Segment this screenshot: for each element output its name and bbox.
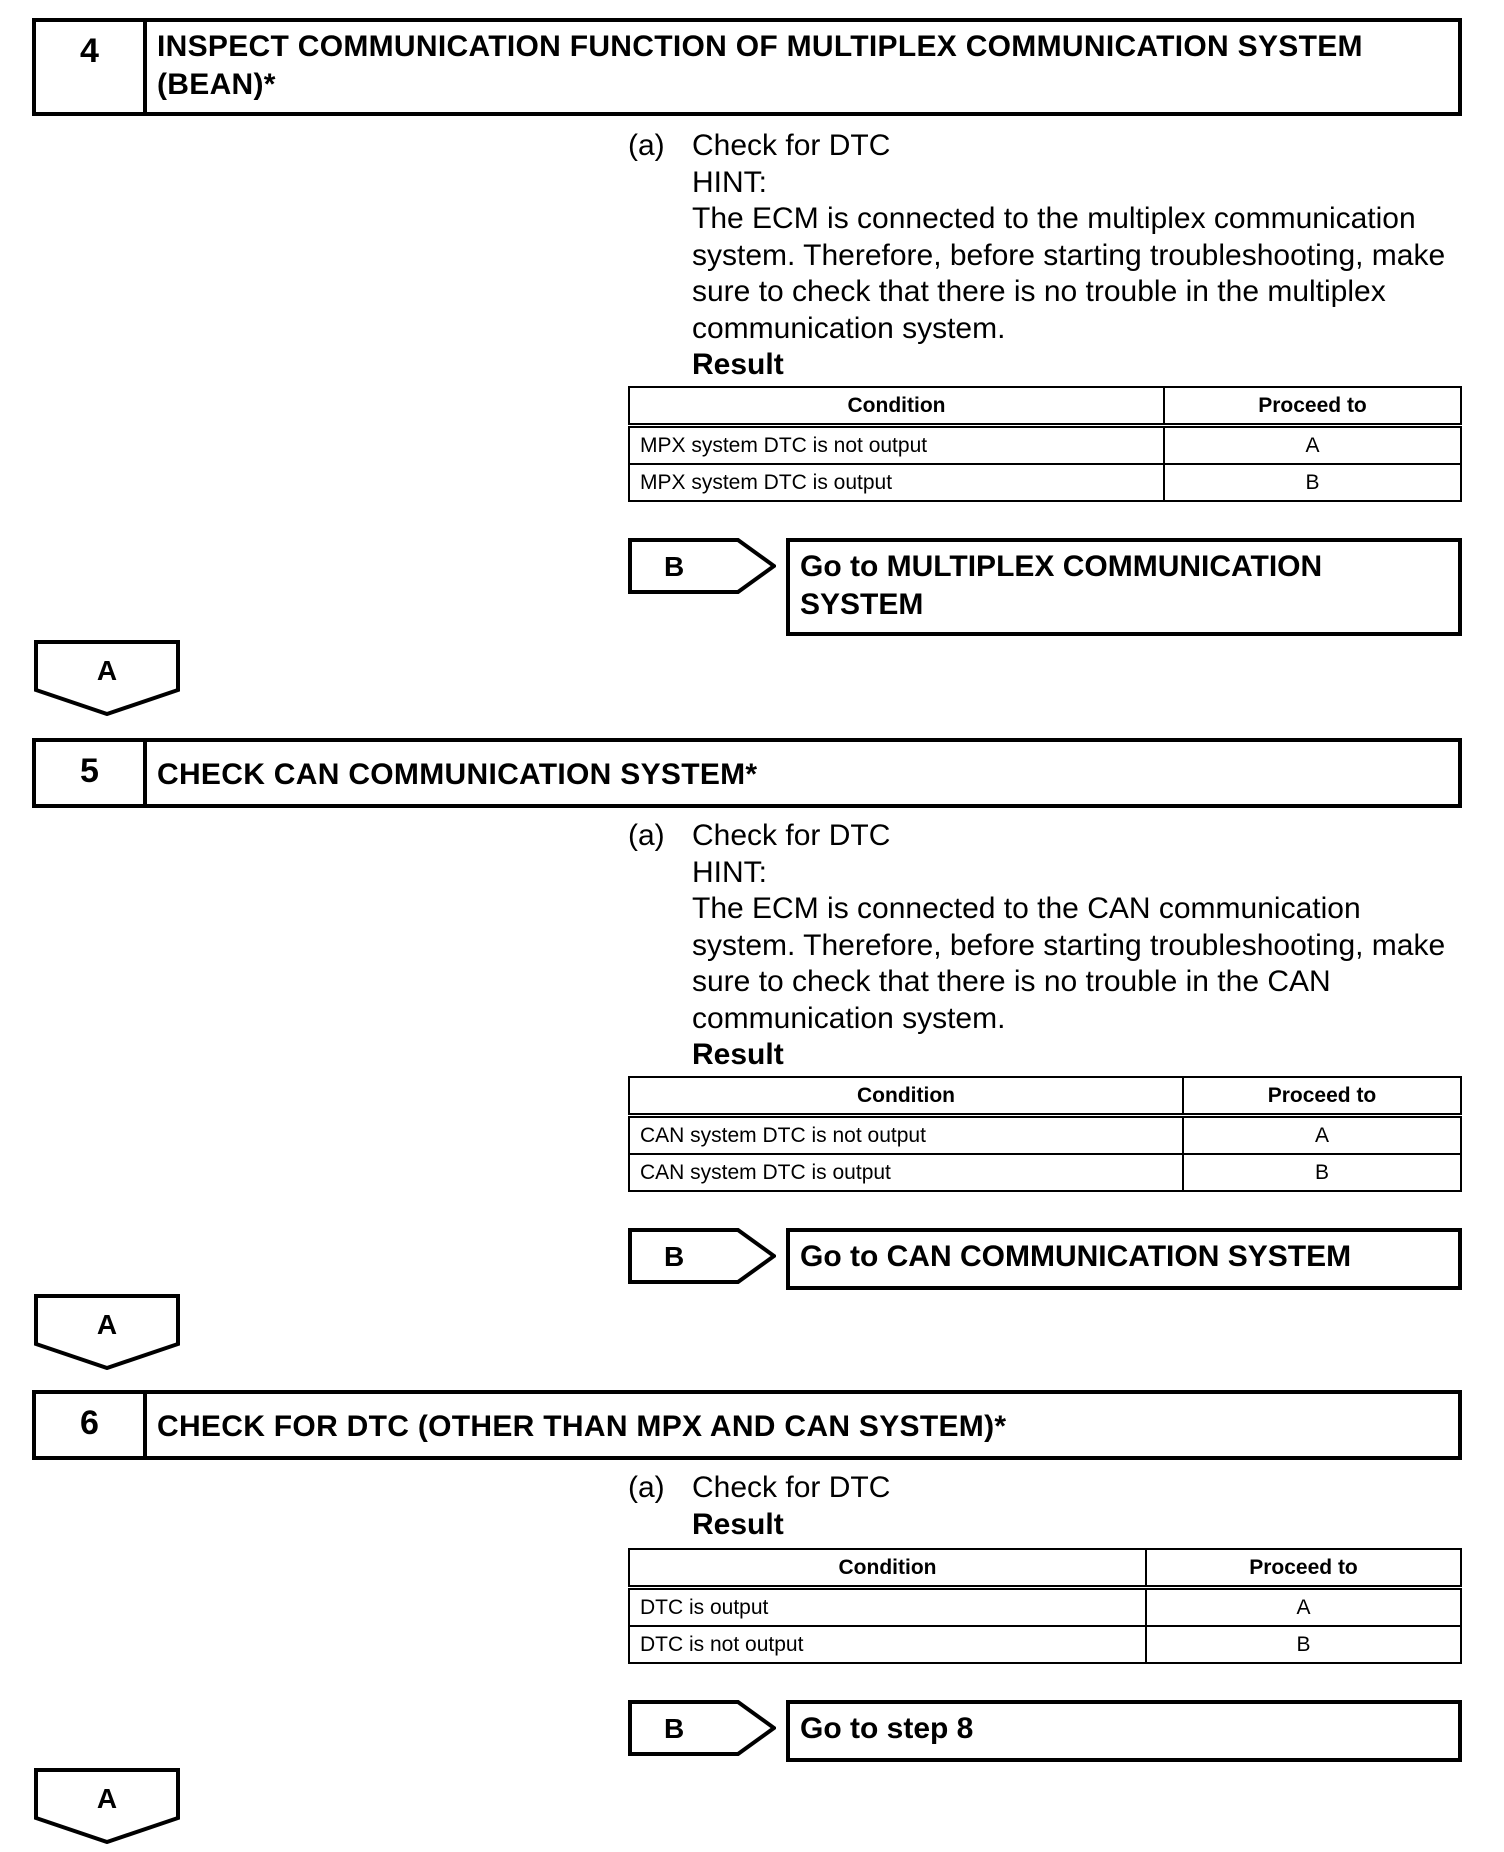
item-label: (a): [628, 1471, 665, 1504]
step-title-line: (BEAN)*: [157, 68, 276, 101]
hint-line: system. Therefore, before starting troubleshooting, make: [692, 238, 1446, 272]
goto-box: [786, 538, 1462, 636]
step-4-header: [32, 18, 1462, 116]
goto-line: Go to step 8: [800, 1712, 974, 1745]
table-cell: A: [1183, 1116, 1461, 1155]
goto-line: SYSTEM: [800, 588, 924, 621]
goto-line: Go to MULTIPLEX COMMUNICATION: [800, 550, 1323, 583]
result-label: Result: [692, 1038, 784, 1071]
table-cell: B: [1164, 464, 1461, 501]
branch-b-arrow: [628, 1228, 776, 1284]
branch-a-arrow: [34, 1294, 180, 1370]
step-5-instructions: [628, 818, 1468, 1074]
table-cell: CAN system DTC is output: [629, 1154, 1183, 1191]
hint-line: communication system.: [692, 311, 1006, 345]
table-cell: A: [1146, 1588, 1461, 1627]
table-row: [629, 426, 1461, 465]
goto-box: [786, 1700, 1462, 1762]
table-cell: DTC is output: [629, 1588, 1146, 1627]
table-row: [629, 1154, 1461, 1191]
hint-line: system. Therefore, before starting troubleshooting, make: [692, 928, 1446, 962]
result-label: Result: [692, 348, 784, 381]
table-header: Condition: [629, 387, 1164, 426]
step-title: [147, 1394, 1458, 1456]
table-cell: MPX system DTC is not output: [629, 426, 1164, 465]
step-number: 4: [36, 22, 147, 112]
step-5-header: [32, 738, 1462, 808]
branch-a-label: A: [96, 1309, 118, 1340]
branch-b-label: B: [664, 551, 685, 582]
goto-box: [786, 1228, 1462, 1290]
branch-a-label: A: [96, 1783, 118, 1814]
step-5-result-table: [628, 1076, 1462, 1192]
step-number: 5: [36, 742, 147, 804]
branch-b-arrow: [628, 538, 776, 594]
hint-line: sure to check that there is no trouble in the CAN: [692, 965, 1331, 998]
step-6-header: [32, 1390, 1462, 1460]
result-label: Result: [692, 1507, 784, 1541]
branch-a-arrow: [34, 1768, 180, 1844]
hint-label: HINT:: [692, 855, 767, 889]
table-row: [629, 1626, 1461, 1663]
table-header-row: [629, 1077, 1461, 1116]
table-cell: CAN system DTC is not output: [629, 1116, 1183, 1155]
hint-line: The ECM is connected to the CAN communication: [692, 892, 1361, 925]
step-title-line: INSPECT COMMUNICATION FUNCTION OF MULTIPLEX COMMUNICATION SYSTEM: [157, 30, 1363, 63]
table-cell: MPX system DTC is output: [629, 464, 1164, 501]
table-header: Condition: [629, 1077, 1183, 1116]
step-4-instructions: [628, 128, 1468, 384]
table-header: Proceed to: [1183, 1077, 1461, 1116]
hint-line: sure to check that there is no trouble in the multiplex: [692, 275, 1386, 308]
table-row: [629, 1588, 1461, 1627]
branch-a-arrow: [34, 640, 180, 716]
step-6-instructions: [628, 1470, 1468, 1543]
table-header: Proceed to: [1164, 387, 1461, 426]
table-cell: DTC is not output: [629, 1626, 1146, 1663]
hint-label: HINT:: [692, 165, 767, 199]
step-title: [147, 22, 1458, 112]
item-label: (a): [628, 129, 665, 162]
hint-line: The ECM is connected to the multiplex communication: [692, 202, 1416, 235]
branch-b-arrow: [628, 1700, 776, 1756]
item-label: (a): [628, 819, 665, 852]
step-4-result-table: [628, 386, 1462, 502]
hint-line: communication system.: [692, 1001, 1006, 1035]
goto-line: Go to CAN COMMUNICATION SYSTEM: [800, 1240, 1352, 1273]
table-cell: A: [1164, 426, 1461, 465]
table-cell: B: [1146, 1626, 1461, 1663]
step-6-result-table: [628, 1548, 1462, 1664]
branch-a-label: A: [96, 655, 118, 686]
table-row: [629, 464, 1461, 501]
step-title-line: CHECK CAN COMMUNICATION SYSTEM*: [157, 758, 758, 791]
step-title-line: CHECK FOR DTC (OTHER THAN MPX AND CAN SYSTEM)*: [157, 1410, 1007, 1443]
step-number: 6: [36, 1394, 147, 1456]
table-header-row: [629, 1549, 1461, 1588]
branch-b-label: B: [664, 1713, 685, 1744]
table-row: [629, 1116, 1461, 1155]
item-text: Check for DTC: [692, 129, 891, 162]
item-text: Check for DTC: [692, 819, 891, 852]
table-header: Condition: [629, 1549, 1146, 1588]
branch-b-label: B: [664, 1241, 685, 1272]
table-cell: B: [1183, 1154, 1461, 1191]
table-header: Proceed to: [1146, 1549, 1461, 1588]
table-header-row: [629, 387, 1461, 426]
item-text: Check for DTC: [692, 1471, 891, 1504]
step-title: [147, 742, 1458, 804]
